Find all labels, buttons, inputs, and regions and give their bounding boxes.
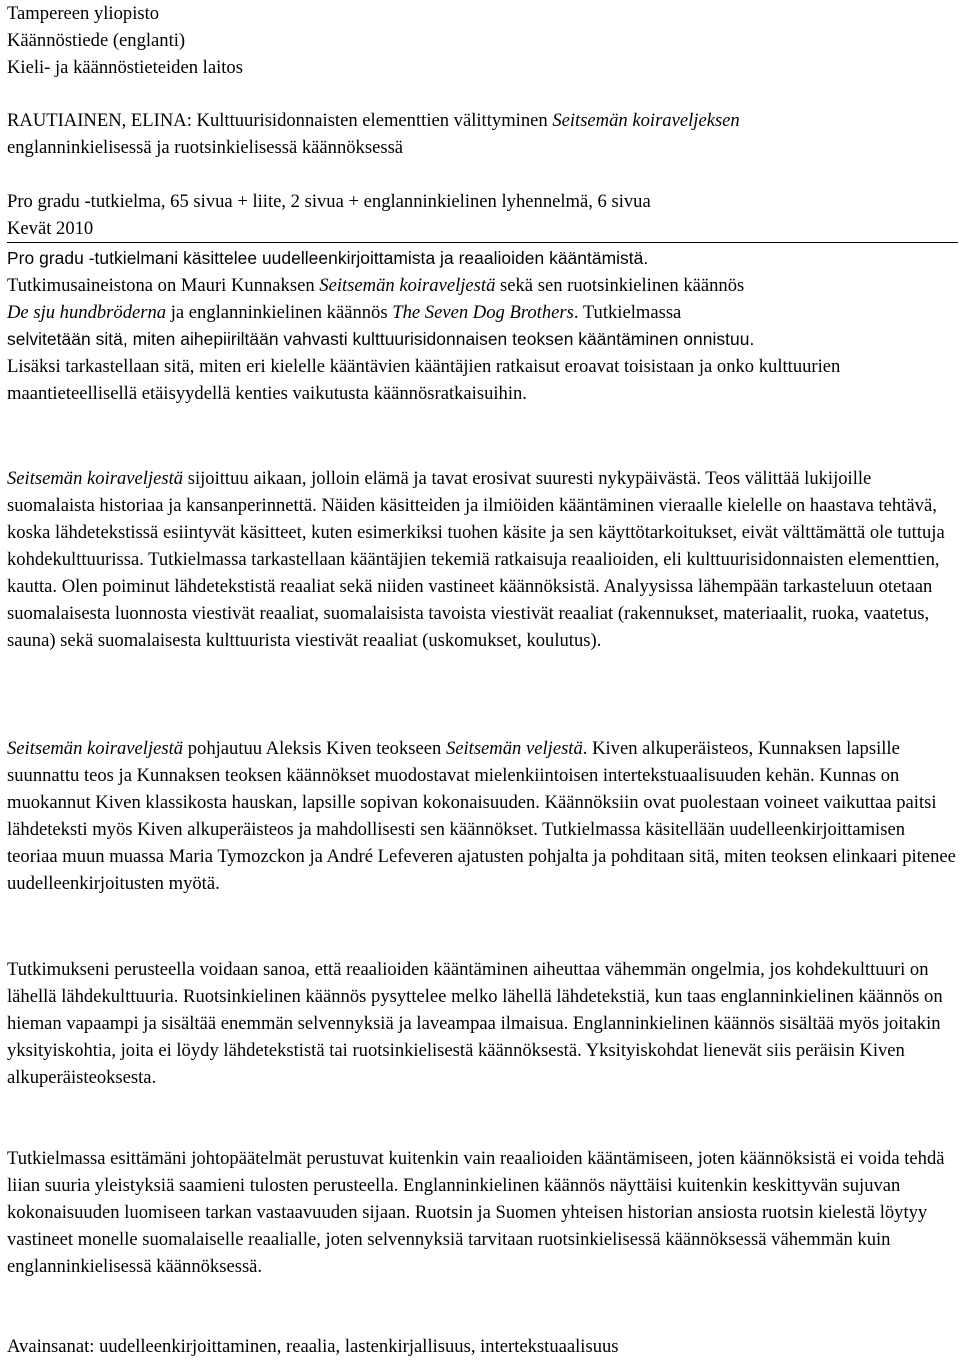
thesis-meta xyxy=(7,188,956,242)
abstract-p1-s2c: sekä sen ruotsinkielinen käännös xyxy=(495,275,745,296)
institution-header xyxy=(7,0,956,81)
abstract-p3-a: Seitsemän koiraveljestä xyxy=(7,738,184,759)
thesis-title-italic: Seitsemän koiraveljeksen xyxy=(552,110,740,131)
keywords-line xyxy=(7,1333,956,1360)
thesis-title-part1: Kulttuurisidonnaisten elementtien välittyminen xyxy=(196,110,553,131)
abstract-p1-s2g: . Tutkielmassa xyxy=(573,302,682,323)
keywords: Avainsanat: uudelleenkirjoittaminen, reaalia, lastenkirjallisuus, intertekstuaalisuus xyxy=(7,1336,619,1357)
abstract-paragraph-3 xyxy=(7,735,956,897)
abstract-p2-b: sijoittuu aikaan, jolloin elämä ja tavat erosivat suuresti nykypäivästä. Teos välittää lukijoille suomalaista historiaa ja kansanperinnettä. Näiden käsitteiden ja ilmiöiden kääntäminen vieraalle kielelle on haastava tehtävä, koska lähdetekstissä esiintyvät käsitteet, kuten esimerkiksi tuohen käsite ja sen käyttötarkoitukset, eivät välttämättä ole tuttuja kohdekulttuurissa. Tutkielmassa tarkastellaan kääntäjien tekemiä ratkaisuja reaalioiden, eli kulttuurisidonnaisten elementtien, kautta. Olen poiminut lähdetekstistä reaaliat sekä niiden vastineet käännöksistä. Analyysissa lähempään tarkasteluun otetaan suomalaisesta luonnosta viestivät reaaliat, suomalaisista tavoista viestivät reaaliat (rakennukset, materiaalit, ruoka, vaatetus, sauna) sekä suomalaisesta kulttuurista viestivät reaaliat (uskomukset, koulutus). xyxy=(7,468,945,651)
abstract-p1-s2e: ja englanninkielinen käännös xyxy=(166,302,393,323)
abstract-p1-s1: Pro gradu -tutkielmani käsittelee uudelleenkirjoittamista ja reaalioiden kääntämistä. xyxy=(7,248,649,268)
thesis-author: RAUTIAINEN, ELINA: xyxy=(7,110,197,131)
header-divider xyxy=(7,242,958,243)
abstract-p1-s2a: Tutkimusaineistona on Mauri Kunnaksen xyxy=(7,275,320,296)
abstract-p3-b: pohjautuu Aleksis Kiven teokseen xyxy=(183,738,446,759)
thesis-title-block xyxy=(7,107,956,161)
department-name: Käännöstiede (englanti) xyxy=(7,30,186,51)
abstract-p5: Tutkielmassa esittämäni johtopäätelmät perustuvat kuitenkin vain reaalioiden kääntämiseen, joten käännöksistä ei voida tehdä liian suuria yleistyksiä saamieni tulosten perusteella. Englanninkielinen käännös näyttäisi kuitenkin keskittyvän sujuvan kokonaisuuden luomiseen tarkan vastaavuuden sijaan. Ruotsin ja Suomen yhteisen historian ansiosta ruotsin kielestä löytyy vastineet monelle suomalaiselle reaalialle, joten selvennyksiä tarvitaan ruotsinkielisessä käännöksessä vähemmän kuin englanninkielisessä käännöksessä. xyxy=(7,1148,945,1277)
abstract-p4: Tutkimukseni perusteella voidaan sanoa, että reaalioiden kääntäminen aiheuttaa vähemmän ongelmia, jos kohdekulttuuri on lähellä lähdekulttuuria. Ruotsinkielinen käännös pysyttelee melko lähellä lähdetekstiä, kun taas englanninkielinen käännös on hieman vapaampi ja sisältää enemmän selvennyksiä ja laveampaa ilmaisua. Englanninkielinen käännös sisältää myös joitakin yksityiskohtia, joita ei löydy lähdetekstistä tai ruotsinkielisestä käännöksestä. Yksityiskohdat lienevät siis peräisin Kiven alkuperäisteoksesta. xyxy=(7,959,943,1088)
abstract-p1-s2d: De sju hundbröderna xyxy=(7,302,167,323)
thesis-title-part2: englanninkielisessä ja ruotsinkielisessä käännöksessä xyxy=(7,137,404,158)
abstract-paragraph-1 xyxy=(7,245,956,407)
abstract-p2-a: Seitsemän koiraveljestä xyxy=(7,468,184,489)
abstract-p1-s2f: The Seven Dog Brothers xyxy=(392,302,574,323)
abstract-paragraph-5 xyxy=(7,1145,956,1280)
abstract-p1-s4: Lisäksi tarkastellaan sitä, miten eri kielelle kääntävien kääntäjien ratkaisut eroavat toisistaan ja onko kulttuurien maantieteellisellä etäisyydellä kenties vaikutusta käännösratkaisuihin. xyxy=(7,356,841,404)
abstract-paragraph-4 xyxy=(7,956,956,1091)
university-name: Tampereen yliopisto xyxy=(7,3,160,24)
abstract-p3-d: . Kiven alkuperäisteos, Kunnaksen lapsille suunnattu teos ja Kunnaksen teoksen käännökset muodostavat mielenkiintoisen intertekstuaalisuuden kehän. Kunnas on muokannut Kiven klassikosta hauskan, lapsille sopivan kokonaisuuden. Käännöksiin ovat puolestaan voineet vaikuttaa paitsi lähdeteksti myös Kiven alkuperäisteos ja mahdollisesti sen käännökset. Tutkielmassa käsitellään uudelleenkirjoittamisen teoriaa muun muassa Maria Tymozckon ja André Lefeveren ajatusten pohjalta ja pohditaan sitä, miten teoksen elinkaari pitenee uudelleenkirjoitusten myötä. xyxy=(7,738,956,894)
abstract-paragraph-2 xyxy=(7,465,956,654)
abstract-p3-c: Seitsemän veljestä xyxy=(445,738,583,759)
abstract-p1-s2b: Seitsemän koiraveljestä xyxy=(319,275,496,296)
faculty-name: Kieli- ja käännöstieteiden laitos xyxy=(7,57,243,78)
thesis-title xyxy=(7,107,956,161)
abstract-p1-s3: selvitetään sitä, miten aihepiiriltään vahvasti kulttuurisidonnaisen teoksen kääntäminen onnistuu. xyxy=(7,329,755,349)
thesis-type-pages: Pro gradu -tutkielma, 65 sivua + liite, 2 sivua + englanninkielinen lyhennelmä, 6 sivua xyxy=(7,191,651,212)
thesis-semester: Kevät 2010 xyxy=(7,218,94,239)
